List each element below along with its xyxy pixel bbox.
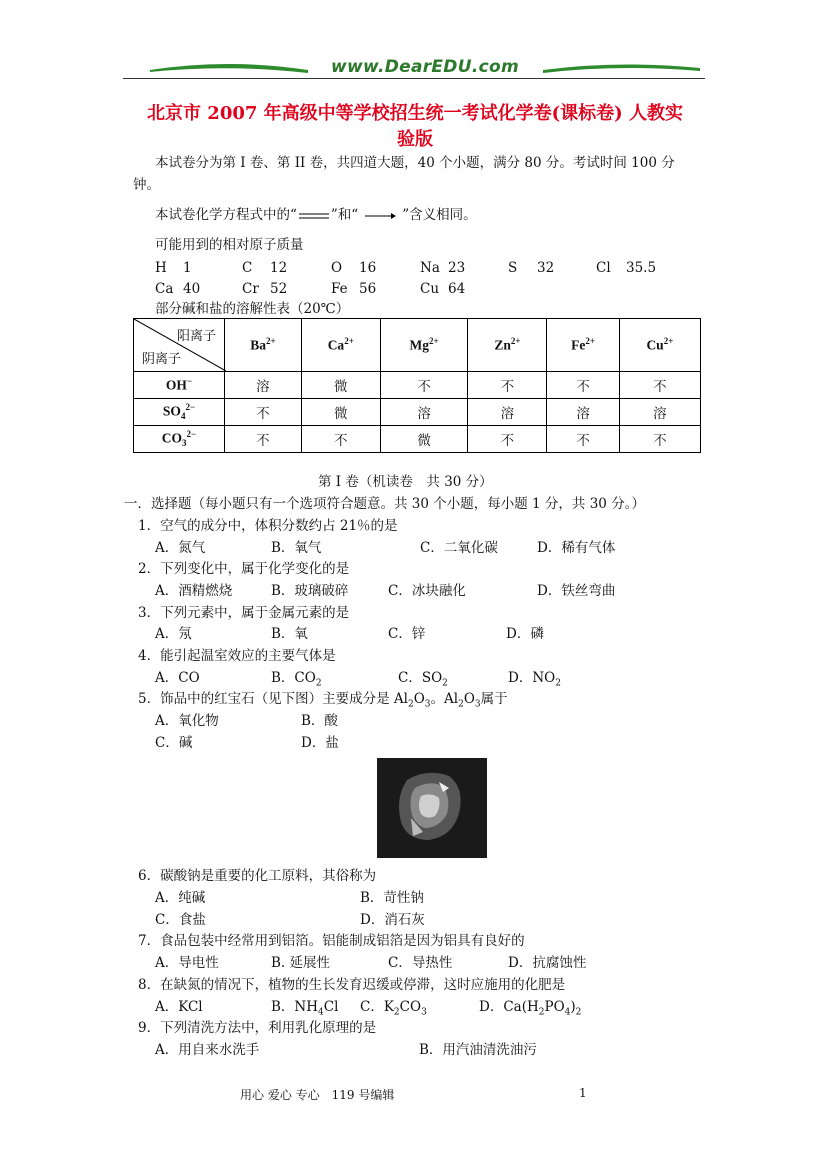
footer-note: 用心 爱心 专心 119 号编辑 (240, 1088, 395, 1102)
cation-charge: 2+ (265, 336, 276, 347)
option-c: C．$SO_2$ (398, 670, 448, 689)
option-c: C．$K_2CO_3$ (360, 999, 427, 1018)
question-stem: 2．下列变化中，属于化学变化的是 (138, 561, 350, 577)
cation-symbol: Ca (327, 337, 345, 353)
anion-header (134, 426, 225, 453)
option-b: B．$NH_4Cl$ (271, 999, 339, 1018)
option-a: A．氖 (155, 626, 192, 642)
table-cell: 溶 (380, 399, 468, 426)
option-b: B．用汽油清洗油污 (419, 1042, 537, 1058)
option-a: A．导电性 (155, 955, 219, 971)
table-cell: 不 (225, 399, 302, 426)
table-row (134, 426, 701, 453)
table-cell: 不 (619, 426, 700, 453)
option-a: A．酒精燃烧 (155, 583, 233, 599)
table-cell: 不 (225, 426, 302, 453)
corner-anion-label: 阴离子 (142, 352, 182, 367)
option-d: D．抗腐蚀性 (508, 955, 587, 971)
page-number: 1 (579, 1086, 587, 1100)
question-stem: 5．饰品中的红宝石（见下图）主要成分是 $Al_2O_3$。$Al_2O_3$属于 (138, 691, 508, 710)
equals-sign-icon (297, 211, 331, 221)
anion-charge: 2− (186, 429, 197, 440)
mass-value: 40 (183, 281, 201, 297)
anion-symbol: CO (161, 430, 183, 446)
cation-charge: 2+ (429, 336, 439, 347)
option-a: A．氧化物 (155, 713, 219, 729)
option-d: D．$NO_2$ (508, 670, 561, 689)
table-cell: 溶 (468, 399, 547, 426)
question-stem: 1．空气的成分中，体积分数约占 21％的是 (138, 518, 398, 534)
site-url: www.DearEDU.com (331, 57, 519, 77)
equation-note-post: ”含义相同。 (402, 207, 477, 223)
option-d: D．消石灰 (360, 912, 425, 928)
cation-symbol: Zn (494, 337, 511, 353)
option-b: B．苛性钠 (360, 890, 424, 906)
mass-value: 16 (359, 260, 377, 276)
cation-symbol: Ba (250, 337, 266, 353)
option-d: D．稀有气体 (537, 540, 616, 556)
table-cell: 微 (380, 426, 468, 453)
option-c: C．二氧化碳 (420, 540, 498, 556)
option-b-text: B．NH (271, 999, 319, 1015)
option-d: D．盐 (301, 735, 339, 751)
option-d-text: D．Ca(H (479, 999, 539, 1015)
table-cell: 溶 (619, 399, 700, 426)
arrow-right-icon (358, 211, 402, 221)
table-cell: 不 (547, 426, 619, 453)
option-b: B．酸 (301, 713, 338, 729)
option-b: B．氧 (271, 626, 308, 642)
mass-value: 23 (448, 260, 466, 276)
equation-note (155, 205, 477, 225)
question-stem: 9．下列清洗方法中，利用乳化原理的是 (138, 1020, 377, 1036)
section-title: 第 I 卷（机读卷 共 30 分） (318, 474, 493, 490)
table-cell: 溶 (225, 372, 302, 399)
mass-element: Na (420, 260, 440, 276)
option-b: B. 延展性 (271, 955, 331, 971)
table-cell: 不 (301, 426, 380, 453)
question-stem-text: 。Al (430, 691, 459, 707)
mass-element: C (242, 260, 253, 276)
option-c-text: C．K (360, 999, 394, 1015)
mass-value: 35.5 (626, 260, 657, 276)
option-b: B．$CO_2$ (271, 670, 322, 689)
option-c: C．冰块融化 (388, 583, 466, 599)
ruby-image (377, 758, 487, 858)
question-stem: 8．在缺氮的情况下，植物的生长发育迟缓或停滞，这时应施用的化肥是 (138, 977, 566, 993)
cation-header (547, 319, 619, 372)
option-b-text: B．CO (271, 670, 316, 686)
page-title: 北京市 2007 年高级中等学校招生统一考试化学卷(课标卷) 人教实 (147, 103, 683, 124)
mass-element: Cl (596, 260, 611, 276)
question-stem: 7．食品包装中经常用到铝箔。铝能制成铝箔是因为铝具有良好的 (138, 933, 525, 949)
option-c: C．导热性 (388, 955, 453, 971)
intro-line1: 本试卷分为第 I 卷、第 II 卷，共四道大题，40 个小题，满分 80 分。考试时间 100 分 (155, 155, 675, 171)
cation-symbol: Fe (571, 337, 586, 353)
question-stem: 3．下列元素中，属于金属元素的是 (138, 605, 350, 621)
mass-element: O (331, 260, 343, 276)
cation-charge: 2+ (585, 336, 596, 347)
ruby-gem-icon (377, 758, 487, 858)
question-stem-text: 属于 (480, 691, 508, 707)
section-instruction: 一．选择题（每小题只有一个选项符合题意。共 30 个小题，每小题 1 分，共 30 分。） (124, 496, 645, 512)
intro-line2: 钟。 (133, 177, 160, 193)
anion-header (134, 399, 225, 426)
mass-value: 1 (183, 260, 192, 276)
cation-symbol: Cu (646, 337, 664, 353)
option-d: D．铁丝弯曲 (537, 583, 616, 599)
corner-cation-label: 阳离子 (176, 329, 216, 344)
mass-element: Ca (155, 281, 174, 297)
mass-element: S (508, 260, 518, 276)
question-stem: 4．能引起温室效应的主要气体是 (138, 648, 336, 664)
mass-element: Fe (331, 281, 348, 297)
table-cell: 不 (619, 372, 700, 399)
cation-header (468, 319, 547, 372)
mass-value: 56 (359, 281, 377, 297)
mass-value: 52 (270, 281, 288, 297)
anion-charge: 2− (185, 402, 196, 413)
cation-header (225, 319, 302, 372)
anion-symbol: SO (162, 403, 181, 419)
table-corner (134, 319, 225, 372)
option-a: A．KCl (155, 999, 203, 1015)
table-cell: 微 (301, 372, 380, 399)
mass-value: 12 (270, 260, 288, 276)
table-row (134, 372, 701, 399)
option-c: C．锌 (388, 626, 426, 642)
option-a: A．纯碱 (155, 890, 206, 906)
cation-charge: 2+ (663, 336, 674, 347)
cation-charge: 2+ (510, 336, 521, 347)
mass-element: Cu (420, 281, 440, 297)
table-cell: 不 (547, 372, 619, 399)
table-cell: 微 (301, 399, 380, 426)
cation-header (619, 319, 700, 372)
table-row (134, 399, 701, 426)
question-stem: 6．碳酸钠是重要的化工原料，其俗称为 (138, 868, 377, 884)
option-a: A．氮气 (155, 540, 206, 556)
table-header-row (134, 319, 701, 372)
option-b: B．氧气 (271, 540, 322, 556)
mass-element: Cr (242, 281, 259, 297)
table-cell: 不 (468, 372, 547, 399)
page-title-line2: 验版 (397, 129, 433, 150)
anion-subscript: 4 (180, 411, 186, 422)
option-c-text: C．SO (398, 670, 443, 686)
solubility-table (133, 318, 701, 453)
table-cell: 不 (380, 372, 468, 399)
cation-symbol: Mg (409, 337, 429, 353)
option-c: C．食盐 (155, 912, 206, 928)
anion-symbol: OH (165, 377, 187, 393)
cation-header (380, 319, 468, 372)
table-cell: 不 (468, 426, 547, 453)
cation-header (301, 319, 380, 372)
cation-charge: 2+ (344, 336, 354, 347)
option-a: A．用自来水洗手 (155, 1042, 260, 1058)
option-a: A．CO (155, 670, 200, 686)
mass-value: 64 (448, 281, 466, 297)
question-stem-text: 5．饰品中的红宝石（见下图）主要成分是 Al (138, 691, 408, 707)
mass-value: 32 (537, 260, 555, 276)
table-caption: 部分碱和盐的溶解性表（20℃） (155, 301, 350, 317)
equation-note-mid: ”和“ (330, 207, 359, 223)
option-d: D．$Ca(H_2PO_4)_2$ (479, 999, 582, 1018)
anion-header (134, 372, 225, 399)
option-b: B．玻璃破碎 (271, 583, 349, 599)
header-divider (123, 78, 705, 79)
option-d: D．磷 (506, 626, 544, 642)
anion-charge: − (186, 376, 193, 387)
mass-element: H (155, 260, 167, 276)
option-c: C．碱 (155, 735, 193, 751)
table-cell: 溶 (547, 399, 619, 426)
option-d-text: D．NO (508, 670, 556, 686)
anion-subscript: 3 (182, 438, 187, 449)
equation-note-pre: 本试卷化学方程式中的“ (155, 207, 297, 223)
mass-heading: 可能用到的相对原子质量 (155, 237, 304, 253)
